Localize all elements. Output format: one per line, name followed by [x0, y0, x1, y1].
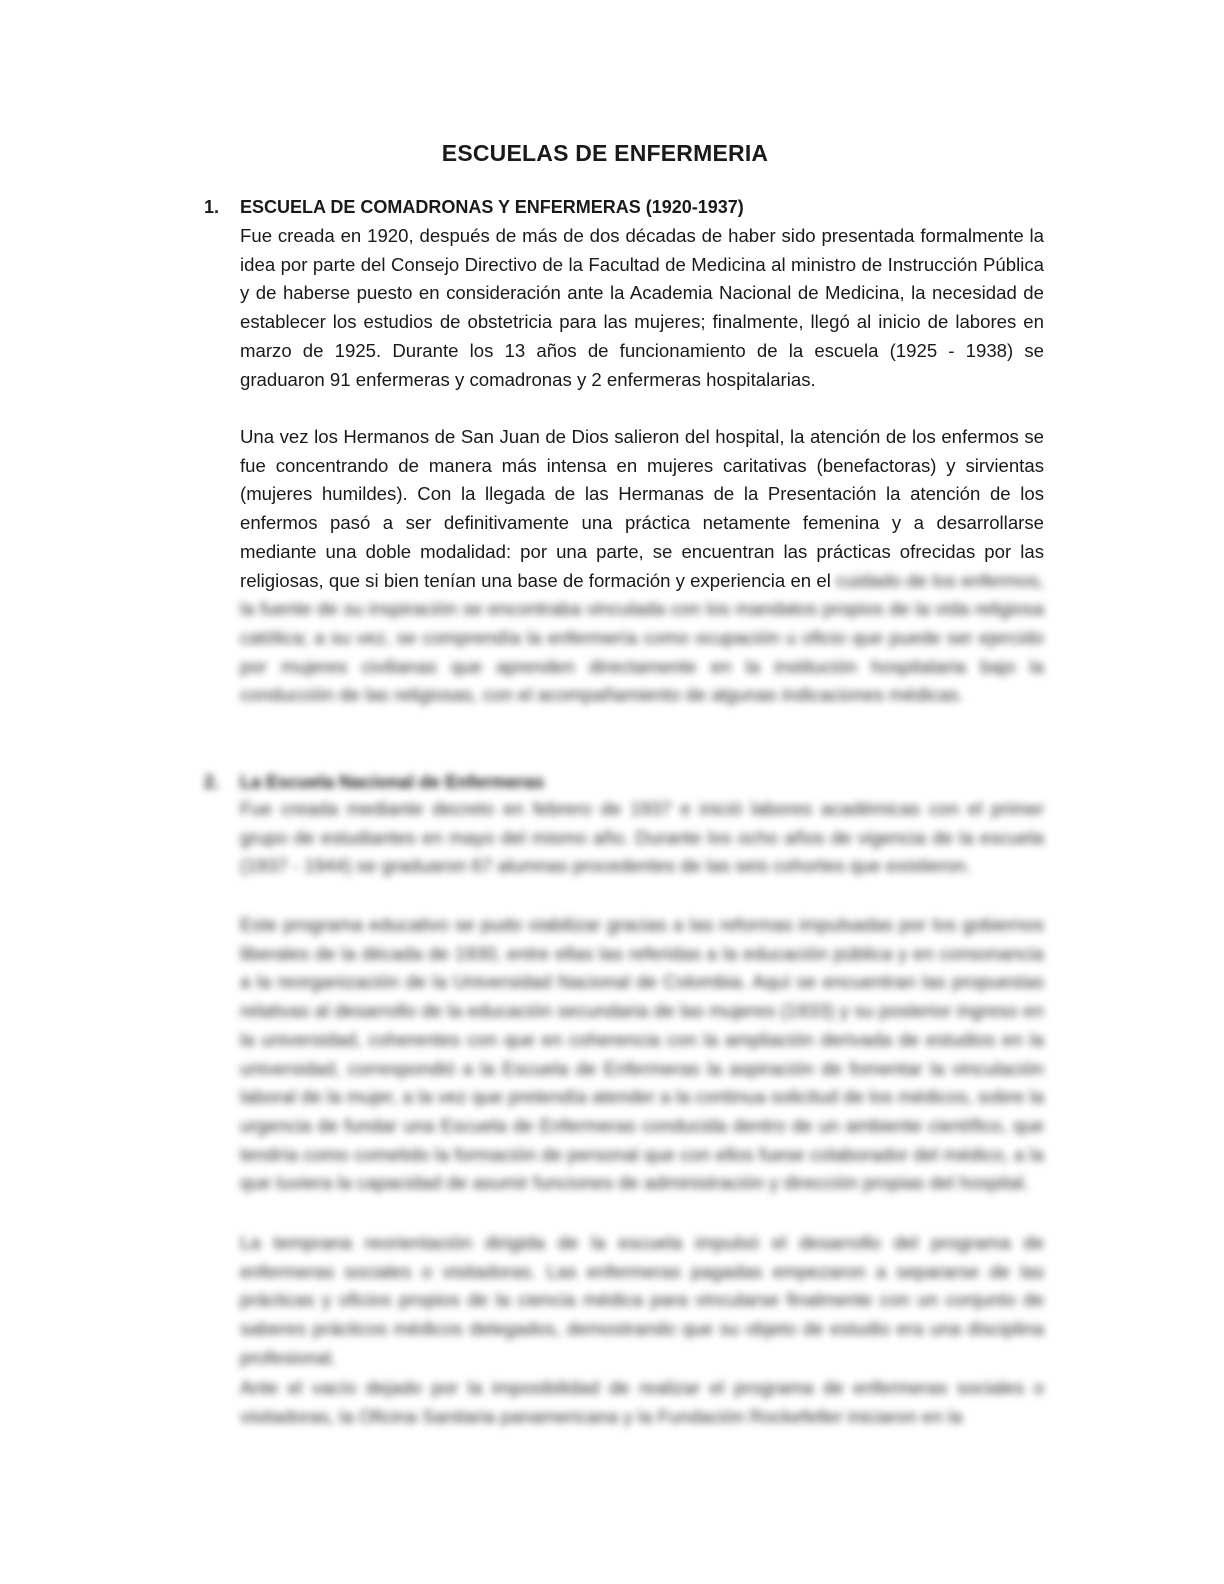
section-1-paragraph-1: Fue creada en 1920, después de más de dos décadas de haber sido presentada formalmente la idea por parte del Consejo Directivo de la Facultad de Medicina al ministro de Instrucción Pública y de haberse puesto en consideración ante la Academia Nacional de Medicina, la necesidad de establecer los estudios de obstetricia para las mujeres; finalmente, llegó al inicio de labores en marzo de 1925. Durante los 13 años de funcionamiento de la escuela (1925 - 1938) se graduaron 91 enfermeras y comadronas y 2 enfermeras hospitalarias. — [240, 225, 1044, 390]
section-2-paragraph-1: Fue creada mediante decreto en febrero de 1937 e inició labores académicas con el primer grupo de estudiantes en mayo del mismo año. Durante los ocho años de vigencia de la escuela (1937 - 1944) se graduaron 67 alumnas procedentes de las seis cohortes que existieron. — [240, 798, 1044, 877]
section-2-number: 2. — [204, 772, 220, 792]
page-title: ESCUELAS DE ENFERMERIA — [441, 140, 769, 166]
section-1-heading: ESCUELA DE COMADRONAS Y ENFERMERAS (1920-1937) — [240, 197, 744, 217]
section-1-paragraph-2-blurred: cuidado de los enfermos, la fuente de su inspiración se encontraba vinculada con los mandatos propios de la vida religiosa católica; a su vez, se comprendía la enfermería como ocupación u oficio que puede ser ejercido por mujeres civilianas que aprenden directamente en la institución hospitalaria bajo la conducción de las religiosas, con el acompañamiento de algunas indicaciones médicas. — [240, 569, 1044, 706]
section-1-number: 1. — [204, 197, 220, 217]
section-2-paragraph-4: Ante el vacío dejado por la imposibilidad de realizar el programa de enfermeras sociales o visitadoras, la Oficina Sanitaria panamericana y la Fundación Rockefeller iniciaron en la — [240, 1377, 1044, 1427]
section-1-paragraph-2 — [240, 423, 1044, 710]
section-2-heading: La Escuela Nacional de Enfermeras — [240, 772, 545, 792]
section-1-paragraph-2-visible: Una vez los Hermanos de San Juan de Dios salieron del hospital, la atención de los enfermos se fue concentrando de manera más intensa en mujeres caritativas (benefactoras) y sirvientas (mujeres humildes). Con la llegada de las Hermanas de la Presentación la atención de los enfermos pasó a ser definitivamente una práctica netamente femenina y a desarrollarse mediante una doble modalidad: por una parte, se encuentran las prácticas ofrecidas por las religiosas, que si bien tenían una base de formación y experiencia en el — [240, 426, 1044, 591]
section-2-paragraph-3: La temprana reorientación dirigida de la escuela impulsó el desarrollo del programa de enfermeras sociales o visitadoras. Las enfermeras pagadas empezaron a separarse de las prácticas y oficios propios de la ciencia médica para vincularse finalmente con un conjunto de saberes prácticos médicos delegados, demostrando que su objeto de estudio era una disciplina profesional. — [240, 1232, 1044, 1368]
section-2-paragraph-2: Este programa educativo se pudo viabilizar gracias a las reformas impulsadas por los gobiernos liberales de la década de 1930, entre ellas las referidas a la educación pública y en consonancia a la reorganización de la Universidad Nacional de Colombia. Aquí se encuentran las propuestas relativas al desarrollo de la educación secundaria de las mujeres (1933) y su posterior ingreso en la universidad, coherentes con que en coherencia con la ampliación derivada de estudios en la universidad, correspondió a la Escuela de Enfermeras la aspiración de fomentar la vinculación laboral de la mujer, a la vez que pretendía atender a la continua solicitud de los médicos, sobre la urgencia de fundar una Escuela de Enfermeras conducida dentro de un ambiente científico, que tendría como cometido la formación de personal que con ellos fuese colaborador del médico, a la que tuviera la capacidad de asumir funciones de administración y dirección propias del hospital. — [240, 914, 1044, 1194]
